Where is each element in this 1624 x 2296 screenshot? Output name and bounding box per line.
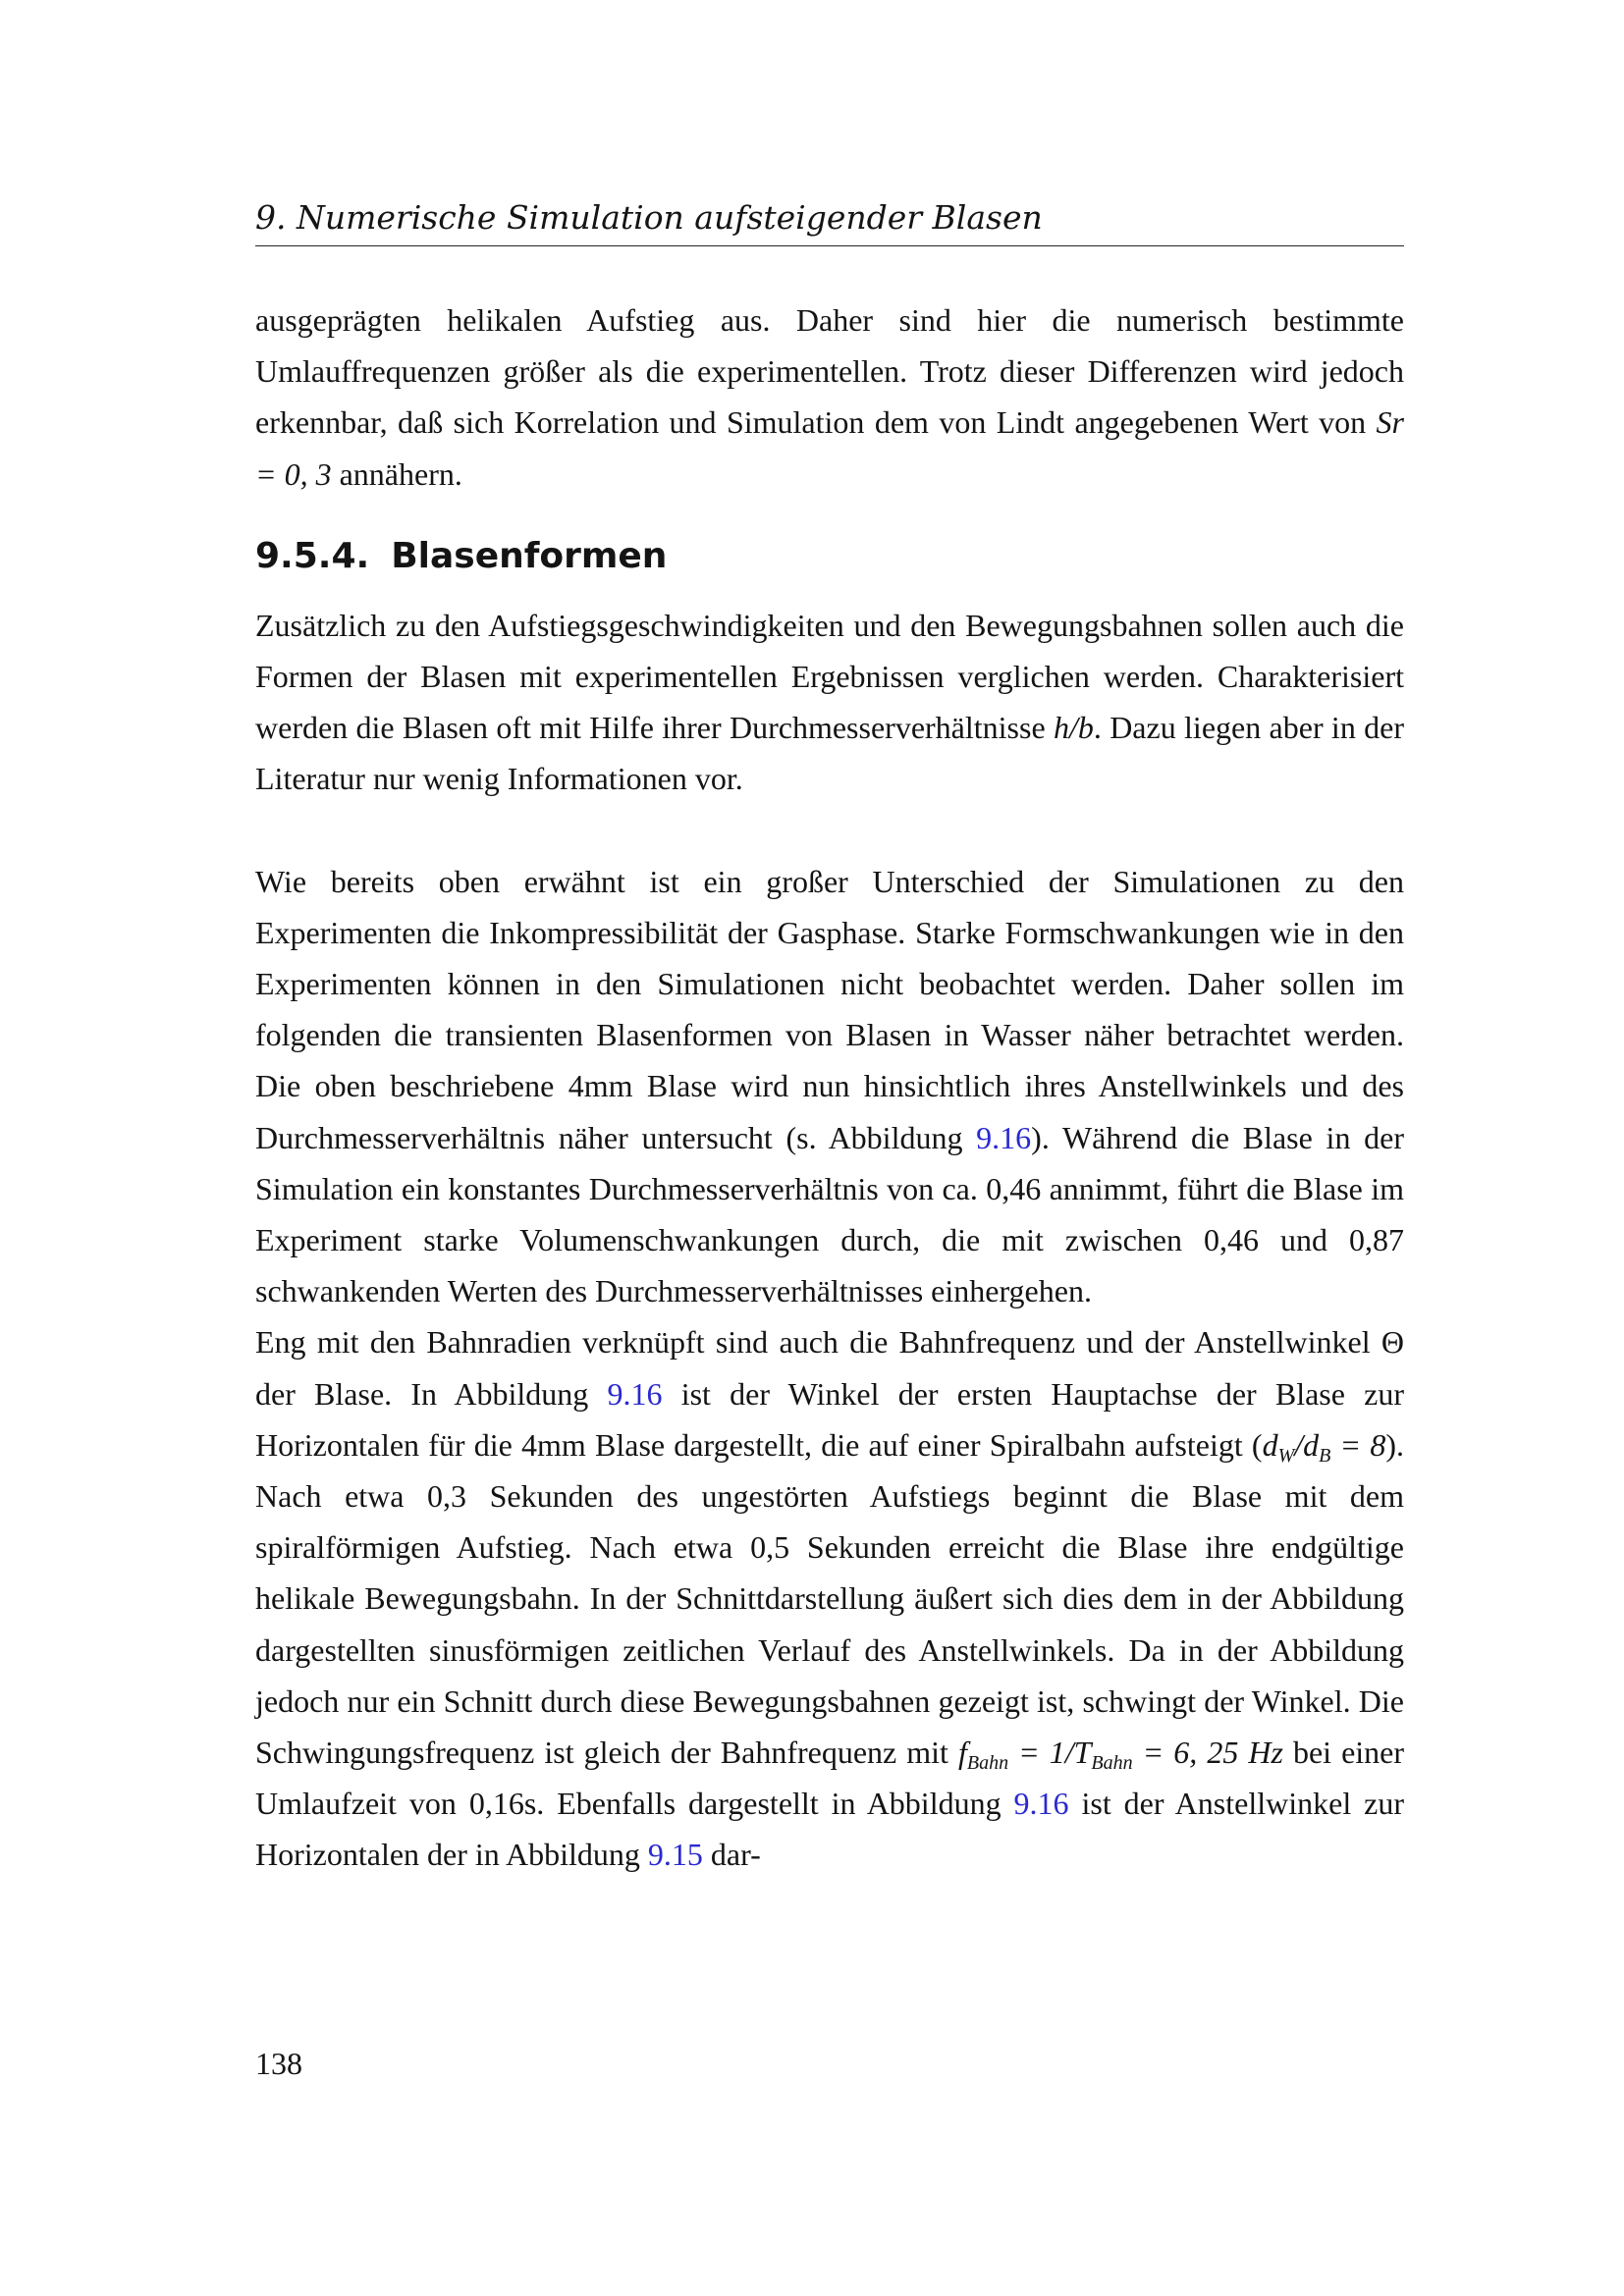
paragraph-text: annähern. [331,455,462,492]
paragraph-text: . Dazu liegen aber in der Literatur nur wenig Informationen vor. [255,710,1405,797]
page-number: 138 [255,2046,302,2081]
running-header: 9. Numerische Simulation aufsteigender Blasen [255,196,1404,246]
math-part: = 8 [1330,1426,1386,1463]
math-part: d [1262,1426,1278,1463]
math-part: = 6, 25 Hz [1132,1735,1283,1771]
section-title: Blasenformen [391,535,668,576]
section-heading [255,533,1404,580]
page-body [255,294,1404,1881]
math-subscript: W [1277,1444,1295,1467]
paragraph-4 [255,1316,1404,1880]
paragraph-text: ist der Anstellwinkel zur Horizontalen der in Abbildung [255,1786,1405,1873]
math-diameter-ratio [1262,1426,1386,1467]
figure-ref-link[interactable]: 9.15 [647,1837,703,1873]
paragraph-2 [255,600,1404,805]
section-number: 9.5.4. [255,535,370,576]
paragraph-text: Zusätzlich zu den Aufstiegsgeschwindigkeiten und den Bewegungsbahnen sollen auch die Formen der Blasen mit experimentellen Ergebnissen verglichen werden. Charakterisiert werden die Blasen oft mit Hilfe ihrer Durchmesserverhältnisse [255,607,1404,746]
figure-ref-link[interactable]: 9.16 [1013,1786,1069,1822]
math-frequency [957,1735,1283,1775]
paragraph-text: dar- [702,1837,761,1873]
paragraph-text: ). Während die Blase in der Simulation ein konstantes Durchmesserverhältnis von ca. 0,46 annimmt, führt die Blase im Experiment starke Volumenschwankungen durch, die mit zwischen 0,46 und 0,87 schwankenden Werten des Durchmesserverhältnisses einhergehen. [255,1119,1405,1309]
figure-ref-link[interactable]: 9.16 [976,1119,1032,1155]
paragraph-3 [255,856,1404,1317]
math-strouhal: Sr = 0, 3 [255,404,1404,492]
paragraph-text: ist der Winkel der ersten Hauptachse der Blase zur Horizontalen für die 4mm Blase dargestellt, die auf einer Spiralbahn aufsteigt ( [255,1375,1405,1463]
math-subscript: Bahn [1091,1752,1133,1775]
paragraph-text: ausgeprägten helikalen Aufstieg aus. Daher sind hier die numerisch bestimmte Umlauffrequenzen größer als die experimentellen. Trotz dieser Differenzen wird jedoch erkennbar, daß sich Korrelation und Simulation dem von Lindt angegebenen Wert von [255,302,1404,441]
figure-ref-link[interactable]: 9.16 [607,1375,663,1412]
math-part: /d [1294,1426,1320,1463]
paragraph-text: Wie bereits oben erwähnt ist ein großer Unterschied der Simulationen zu den Experimenten die Inkompressibilität der Gasphase. Starke Formschwankungen wie in den Experimenten können in den Simulationen nicht beobachtet werden. Daher sollen im folgenden die transienten Blasenformen von Blasen in Wasser näher betrachtet werden. Die oben beschriebene 4mm Blase wird nun hinsichtlich ihres Anstellwinkels und des Durchmesserverhältnis näher untersucht (s. Abbildung [255,863,1404,1155]
paragraph-text: bei einer Umlaufzeit von 0,16s. Ebenfalls dargestellt in Abbildung [255,1735,1405,1822]
paragraph-text: ). Nach etwa 0,3 Sekunden des ungestörten Aufstiegs beginnt die Blase mit dem spiralförmigen Aufstieg. Nach etwa 0,5 Sekunden erreicht die Blase ihre endgültige helikale Bewegungsbahn. In der Schnittdarstellung äußert sich dies dem in der Abbildung dargestellten sinusförmigen zeitlichen Verlauf des Anstellwinkels. Da in der Abbildung jedoch nur ein Schnitt durch diese Bewegungsbahnen gezeigt ist, schwingt der Winkel. Die Schwingungsfrequenz ist gleich der Bahnfrequenz mit [255,1426,1405,1771]
math-ratio: h/b [1053,710,1094,746]
math-part: = 1/T [1008,1735,1092,1771]
math-subscript: Bahn [966,1752,1009,1775]
paragraph-1 [255,294,1404,500]
paragraph-text: Eng mit den Bahnradien verknüpft sind auch die Bahnfrequenz und der Anstellwinkel Θ der Blase. In Abbildung [255,1324,1404,1412]
math-subscript: B [1319,1444,1331,1467]
math-part: f [957,1735,967,1771]
